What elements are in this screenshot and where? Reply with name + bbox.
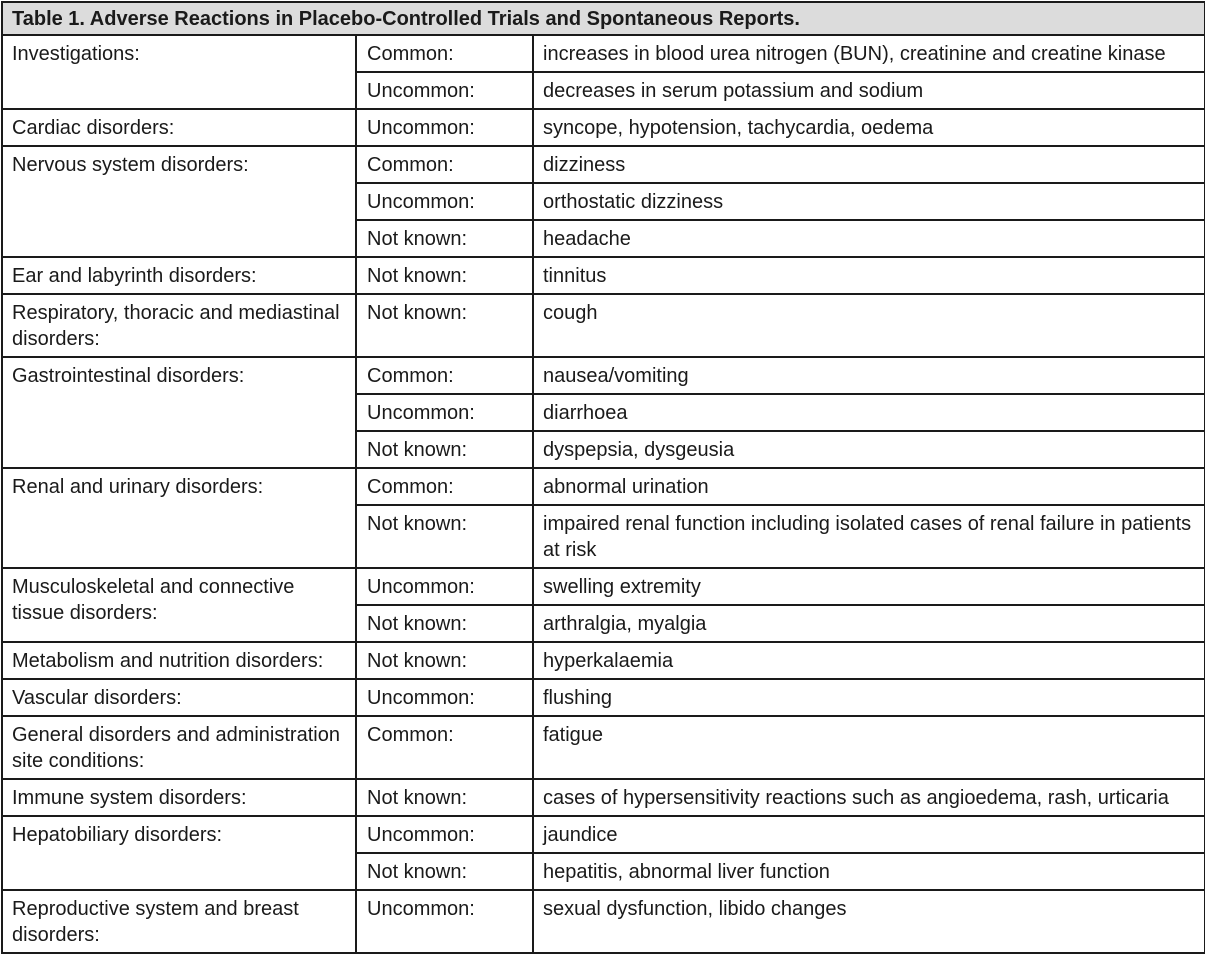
frequency-cell: Common: bbox=[356, 146, 533, 183]
reaction-cell: diarrhoea bbox=[533, 394, 1205, 431]
category-cell: Vascular disorders: bbox=[2, 679, 356, 716]
reaction-cell: impaired renal function including isolated cases of renal failure in patients at risk bbox=[533, 505, 1205, 568]
table-row bbox=[2, 779, 1205, 816]
frequency-cell: Common: bbox=[356, 468, 533, 505]
reaction-cell: cough bbox=[533, 294, 1205, 357]
frequency-cell: Uncommon: bbox=[356, 109, 533, 146]
table-row bbox=[2, 816, 1205, 853]
table-row bbox=[2, 109, 1205, 146]
reaction-cell: orthostatic dizziness bbox=[533, 183, 1205, 220]
frequency-cell: Not known: bbox=[356, 220, 533, 257]
reaction-cell: hyperkalaemia bbox=[533, 642, 1205, 679]
frequency-cell: Not known: bbox=[356, 505, 533, 568]
category-cell: Renal and urinary disorders: bbox=[2, 468, 356, 568]
reaction-cell: dizziness bbox=[533, 146, 1205, 183]
frequency-cell: Uncommon: bbox=[356, 394, 533, 431]
category-cell: Hepatobiliary disorders: bbox=[2, 816, 356, 890]
table-title: Table 1. Adverse Reactions in Placebo-Controlled Trials and Spontaneous Reports. bbox=[2, 2, 1205, 35]
frequency-cell: Common: bbox=[356, 716, 533, 779]
category-cell: Reproductive system and breast disorders: bbox=[2, 890, 356, 953]
category-cell: Metabolism and nutrition disorders: bbox=[2, 642, 356, 679]
reaction-cell: tinnitus bbox=[533, 257, 1205, 294]
table-row bbox=[2, 146, 1205, 183]
table-row bbox=[2, 357, 1205, 394]
reaction-cell: swelling extremity bbox=[533, 568, 1205, 605]
frequency-cell: Not known: bbox=[356, 779, 533, 816]
frequency-cell: Uncommon: bbox=[356, 72, 533, 109]
frequency-cell: Common: bbox=[356, 35, 533, 72]
table-row bbox=[2, 468, 1205, 505]
reaction-cell: headache bbox=[533, 220, 1205, 257]
reaction-cell: hepatitis, abnormal liver function bbox=[533, 853, 1205, 890]
category-cell: Gastrointestinal disorders: bbox=[2, 357, 356, 468]
frequency-cell: Uncommon: bbox=[356, 568, 533, 605]
table-body bbox=[2, 35, 1205, 953]
reaction-cell: syncope, hypotension, tachycardia, oedema bbox=[533, 109, 1205, 146]
table-title-row bbox=[2, 2, 1205, 35]
table-row bbox=[2, 716, 1205, 779]
category-cell: Investigations: bbox=[2, 35, 356, 109]
frequency-cell: Not known: bbox=[356, 853, 533, 890]
table-row bbox=[2, 679, 1205, 716]
reaction-cell: arthralgia, myalgia bbox=[533, 605, 1205, 642]
reaction-cell: increases in blood urea nitrogen (BUN), creatinine and creatine kinase bbox=[533, 35, 1205, 72]
adverse-reactions-table bbox=[1, 1, 1205, 954]
frequency-cell: Uncommon: bbox=[356, 183, 533, 220]
reaction-cell: decreases in serum potassium and sodium bbox=[533, 72, 1205, 109]
frequency-cell: Not known: bbox=[356, 642, 533, 679]
table-row bbox=[2, 642, 1205, 679]
reaction-cell: fatigue bbox=[533, 716, 1205, 779]
category-cell: Musculoskeletal and connective tissue disorders: bbox=[2, 568, 356, 642]
category-cell: General disorders and administration site conditions: bbox=[2, 716, 356, 779]
reaction-cell: abnormal urination bbox=[533, 468, 1205, 505]
reaction-cell: flushing bbox=[533, 679, 1205, 716]
frequency-cell: Uncommon: bbox=[356, 890, 533, 953]
table-row bbox=[2, 294, 1205, 357]
frequency-cell: Not known: bbox=[356, 257, 533, 294]
table-row bbox=[2, 568, 1205, 605]
table-row bbox=[2, 35, 1205, 72]
category-cell: Immune system disorders: bbox=[2, 779, 356, 816]
table-row bbox=[2, 257, 1205, 294]
reaction-cell: sexual dysfunction, libido changes bbox=[533, 890, 1205, 953]
reaction-cell: cases of hypersensitivity reactions such as angioedema, rash, urticaria bbox=[533, 779, 1205, 816]
frequency-cell: Common: bbox=[356, 357, 533, 394]
reaction-cell: jaundice bbox=[533, 816, 1205, 853]
category-cell: Respiratory, thoracic and mediastinal disorders: bbox=[2, 294, 356, 357]
frequency-cell: Uncommon: bbox=[356, 816, 533, 853]
reaction-cell: dyspepsia, dysgeusia bbox=[533, 431, 1205, 468]
frequency-cell: Not known: bbox=[356, 294, 533, 357]
frequency-cell: Not known: bbox=[356, 605, 533, 642]
category-cell: Cardiac disorders: bbox=[2, 109, 356, 146]
table-row bbox=[2, 890, 1205, 953]
frequency-cell: Not known: bbox=[356, 431, 533, 468]
category-cell: Ear and labyrinth disorders: bbox=[2, 257, 356, 294]
frequency-cell: Uncommon: bbox=[356, 679, 533, 716]
category-cell: Nervous system disorders: bbox=[2, 146, 356, 257]
reaction-cell: nausea/vomiting bbox=[533, 357, 1205, 394]
